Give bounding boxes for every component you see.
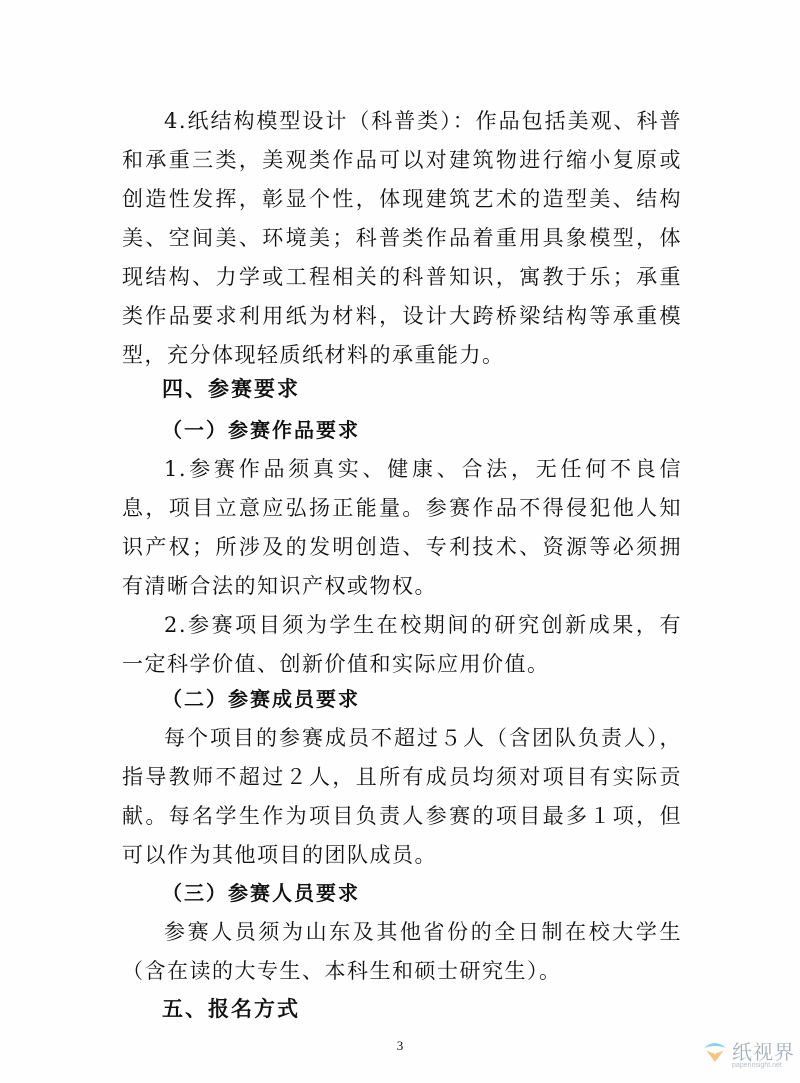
subsection-heading-3: （三）参赛人员要求 — [162, 881, 360, 905]
watermark-url: paperinsight.net — [732, 1062, 782, 1069]
subsection-heading-1: （一）参赛作品要求 — [162, 418, 360, 442]
requirement-item-2: 2.参赛项目须为学生在校期间的研究创新成果，有一定科学价值、创新价值和实际应用价值。 — [122, 613, 682, 676]
subsection-heading-2: （二）参赛成员要求 — [162, 687, 360, 711]
paragraph-item-4-rest: 承重三类，美观类作品可以对建筑物进行缩小复原或创造性发挥，彰显个性，体现建筑艺术的造型美、结构美、空间美、环境美；科普类作品着重用具象模型，体现结构、力学或工程相关的科普知识，寓教于乐；承重类作品要求利用纸为材料，设计大跨桥梁结构等承重模型，充分体现轻质纸材料的承重能力。 — [122, 148, 683, 367]
members-paragraph: 每个项目的参赛成员不超过５人（含团队负责人），指导教师不超过２人，且所有成员均须对项目有实际贡献。每名学生作为项目负责人参赛的项目最多１项，但可以作为其他项目的团队成员。 — [122, 726, 682, 867]
watermark-text: 纸视界 — [732, 1040, 795, 1064]
paperinsight-logo-icon — [700, 1036, 730, 1066]
section-heading-4: 四、参赛要求 — [162, 377, 300, 401]
paragraph-item-4-line1: 4.纸结构模型设计（科普类）：作品包括美观、科普和 — [122, 109, 682, 172]
page-number: 3 — [396, 1038, 404, 1053]
requirement-item-1: 1.参赛作品须真实、健康、合法，无任何不良信息，项目立意应弘扬正能量。参赛作品不得侵犯他人知识产权；所涉及的发明创造、专利技术、资源等必须拥有清晰合法的知识产权或物权。 — [122, 457, 682, 598]
watermark — [700, 1032, 796, 1078]
participants-paragraph: 参赛人员须为山东及其他省份的全日制在校大学生（含在读的大专生、本科生和硕士研究生）。 — [122, 920, 682, 983]
paragraph-item-4 — [122, 102, 682, 375]
section-heading-5: 五、报名方式 — [162, 997, 300, 1021]
